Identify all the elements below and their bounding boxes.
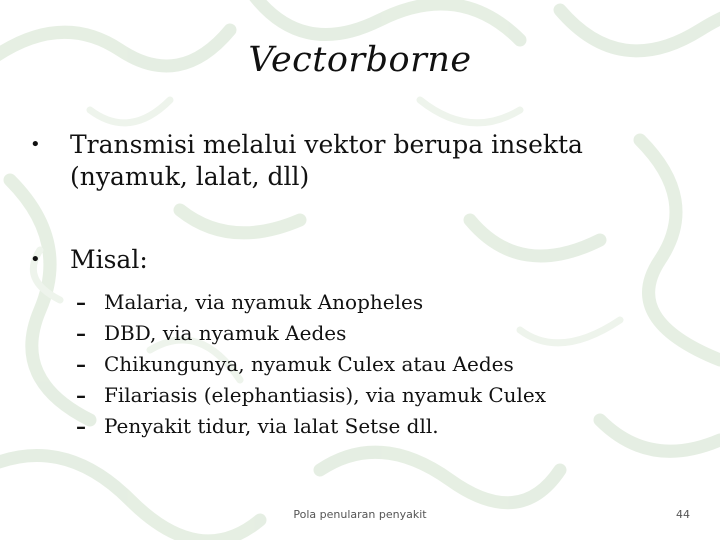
bullet-text: Misal: (70, 245, 148, 274)
dash-marker: – (76, 352, 86, 376)
footer-text: Pola penularan penyakit (293, 508, 427, 521)
sub-bullet-item (76, 287, 546, 318)
bullet-marker: • (30, 249, 41, 270)
sub-bullet-item (76, 411, 546, 442)
dash-marker: – (76, 414, 86, 438)
sub-bullet-list (76, 287, 546, 442)
sub-bullet-text: DBD, via nyamuk Aedes (104, 321, 347, 345)
bullet-text: Transmisi melalui vektor berupa insekta (nyamuk, lalat, dll) (70, 130, 583, 191)
sub-bullet-text: Malaria, via nyamuk Anopheles (104, 290, 424, 314)
dash-marker: – (76, 290, 86, 314)
dash-marker: – (76, 383, 86, 407)
dash-marker: – (76, 321, 86, 345)
sub-bullet-item (76, 318, 546, 349)
slide-title: Vectorborne (248, 40, 472, 80)
bullet-item (30, 244, 710, 278)
bullet-marker: • (30, 134, 41, 155)
page-number: 44 (676, 508, 690, 521)
sub-bullet-text: Chikungunya, nyamuk Culex atau Aedes (104, 352, 514, 376)
sub-bullet-item (76, 380, 546, 411)
sub-bullet-item (76, 349, 546, 380)
sub-bullet-text: Filariasis (elephantiasis), via nyamuk Culex (104, 383, 547, 407)
sub-bullet-text: Penyakit tidur, via lalat Setse dll. (104, 414, 439, 438)
bullet-item (30, 129, 710, 199)
